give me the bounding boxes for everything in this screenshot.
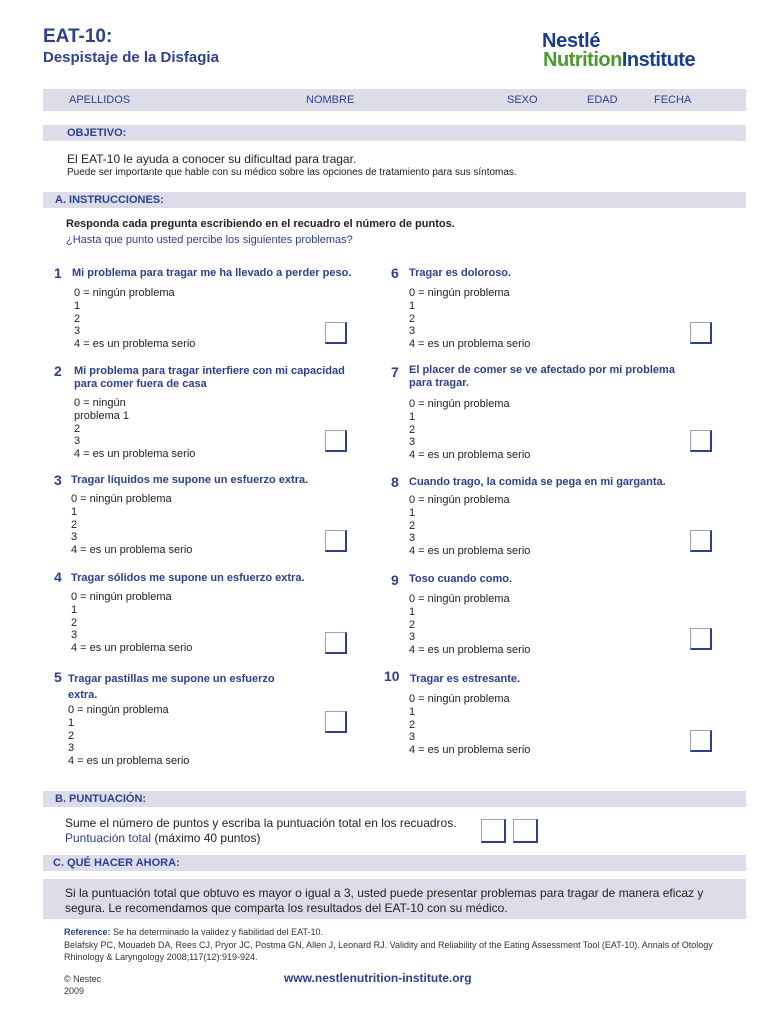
field-nombre[interactable]: NOMBRE xyxy=(306,94,355,106)
question-8-answer-box[interactable] xyxy=(690,530,712,552)
next-steps-line2: segura. Le recomendamos que comparta los resultados del EAT-10 con su médico. xyxy=(65,901,508,915)
question-8-text: Cuando trago, la comida se pega en mi garganta. xyxy=(409,476,666,488)
question-5-text: Tragar pastillas me supone un esfuerzo extra. xyxy=(68,673,275,701)
question-6-text: Tragar es doloroso. xyxy=(409,267,512,279)
logo-nutrition-institute: NutritionInstitute xyxy=(543,49,696,71)
field-sexo[interactable]: SEXO xyxy=(507,94,538,106)
question-5-options: 0 = ningún problema 1 2 3 4 = es un problema serio xyxy=(68,704,190,768)
question-9-options: 0 = ningún problema 1 2 3 4 = es un problema serio xyxy=(409,593,531,657)
question-10-answer-box[interactable] xyxy=(690,730,712,752)
question-9-text: Toso cuando como. xyxy=(409,573,513,585)
question-2-number: 2 xyxy=(54,363,62,379)
question-2-answer-box[interactable] xyxy=(325,430,347,452)
reference-note: Reference: Se ha determinado la validez y fiabilidad del EAT-10. xyxy=(64,927,324,937)
question-8-options: 0 = ningún problema 1 2 3 4 = es un problema serio xyxy=(409,494,531,558)
copyright: © Nestec xyxy=(64,974,102,984)
question-3-answer-box[interactable] xyxy=(325,530,347,552)
question-7-text: El placer de comer se ve afectado por mi problema para tragar. xyxy=(409,364,675,389)
question-1-answer-box[interactable] xyxy=(325,322,347,344)
question-7-number: 7 xyxy=(391,364,399,380)
question-1-number: 1 xyxy=(54,265,62,281)
question-5-answer-box[interactable] xyxy=(325,711,347,733)
copyright-year: 2009 xyxy=(64,986,85,996)
score-heading: B. PUNTUACIÓN: xyxy=(55,793,147,805)
question-4-text: Tragar sólidos me supone un esfuerzo extra. xyxy=(71,572,305,584)
page-subtitle: Despistaje de la Disfagia xyxy=(43,49,219,66)
objective-line1: El EAT-10 le ayuda a conocer su dificultad para tragar. xyxy=(67,152,357,166)
question-7-options: 0 = ningún problema 1 2 3 4 = es un problema serio xyxy=(409,398,531,462)
instructions-line2: ¿Hasta que punto usted percibe los siguientes problemas? xyxy=(66,234,353,246)
objective-heading: OBJETIVO: xyxy=(67,127,127,139)
question-3-number: 3 xyxy=(54,472,62,488)
logo-nestle: Nestlé xyxy=(542,30,601,52)
question-9-answer-box[interactable] xyxy=(690,628,712,650)
next-steps-line1: Si la puntuación total que obtuvo es mayor o igual a 3, usted puede presentar problemas para tragar de manera eficaz y xyxy=(65,886,704,900)
question-7-answer-box[interactable] xyxy=(690,430,712,452)
question-1-options: 0 = ningún problema 1 2 3 4 = es un problema serio xyxy=(74,287,196,351)
question-4-answer-box[interactable] xyxy=(325,632,347,654)
score-line1: Sume el número de puntos y escriba la puntuación total en los recuadros. xyxy=(65,816,457,830)
field-apellidos[interactable]: APELLIDOS xyxy=(69,94,131,106)
page-title: EAT-10: xyxy=(43,26,113,47)
reference-line2: Rhinology & Laryngology 2008;117(12):919-924. xyxy=(64,952,258,962)
instructions-heading: A. INSTRUCCIONES: xyxy=(55,194,164,206)
score-tens-box[interactable] xyxy=(481,819,506,843)
footer-url-link[interactable]: www.nestlenutrition-institute.org xyxy=(284,971,472,985)
question-8-number: 8 xyxy=(391,474,399,490)
objective-line2: Puede ser importante que hable con su médico sobre las opciones de tratamiento para sus síntomas. xyxy=(67,167,517,178)
question-3-options: 0 = ningún problema 1 2 3 4 = es un problema serio xyxy=(71,493,193,557)
score-units-box[interactable] xyxy=(513,819,538,843)
question-10-number: 10 xyxy=(384,668,400,684)
field-edad[interactable]: EDAD xyxy=(587,94,618,106)
question-2-text: Mi problema para tragar interfiere con mi capacidad para comer fuera de casa xyxy=(74,365,345,390)
question-6-options: 0 = ningún problema 1 2 3 4 = es un problema serio xyxy=(409,287,531,351)
next-steps-heading: C. QUÉ HACER AHORA: xyxy=(53,857,180,869)
question-10-options: 0 = ningún problema 1 2 3 4 = es un problema serio xyxy=(409,693,531,757)
score-bar xyxy=(43,791,746,807)
objective-bar xyxy=(43,125,746,141)
question-2-options: 0 = ningún problema 1 2 3 4 = es un problema serio xyxy=(74,397,196,461)
question-5-number: 5 xyxy=(54,669,62,685)
field-fecha[interactable]: FECHA xyxy=(654,94,692,106)
question-10-text: Tragar es estresante. xyxy=(410,673,521,685)
score-total-label: Puntuación total (máximo 40 puntos) xyxy=(65,831,261,845)
question-3-text: Tragar líquidos me supone un esfuerzo extra. xyxy=(71,474,309,486)
question-4-number: 4 xyxy=(54,569,62,585)
personal-fields-bar xyxy=(43,89,746,111)
question-6-answer-box[interactable] xyxy=(690,322,712,344)
question-9-number: 9 xyxy=(391,572,399,588)
question-6-number: 6 xyxy=(391,265,399,281)
question-4-options: 0 = ningún problema 1 2 3 4 = es un problema serio xyxy=(71,591,193,655)
reference-line1: Belafsky PC, Mouadeb DA, Rees CJ, Pryor JC, Postma GN, Allen J, Leonard RJ. Validity and Reliability of the Eating Assessment Tool (EAT-10). Annals of Otology xyxy=(64,940,713,950)
question-1-text: Mi problema para tragar me ha llevado a perder peso. xyxy=(72,267,352,279)
instructions-line1: Responda cada pregunta escribiendo en el recuadro el número de puntos. xyxy=(66,218,455,230)
